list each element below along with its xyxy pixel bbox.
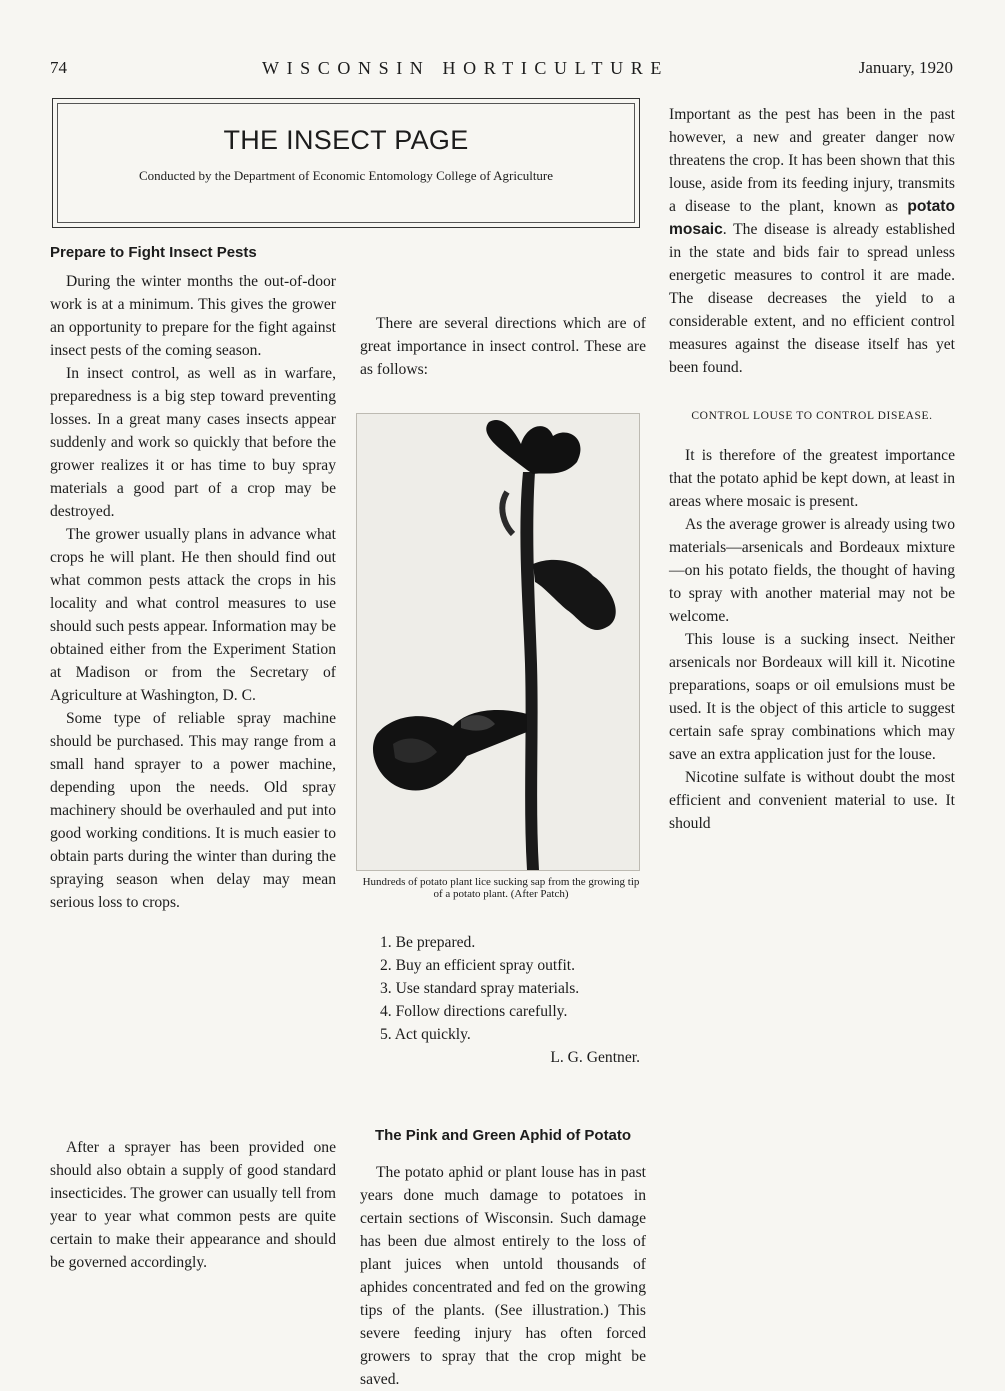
article2-paragraph: This louse is a sucking insect. Neither arsenicals nor Bordeaux will kill it. Nicotine preparations, soaps or oil emulsions must be used. It is the object of this article to suggest certain safe spray combinations which may save an extra application just for the louse. xyxy=(669,631,955,763)
article2-paragraph: As the average grower is already using two materials—arsenicals and Bordeaux mixture—on his potato fields, the thought of having to spray with another material may not be welcome. xyxy=(669,516,955,625)
figure-caption: Hundreds of potato plant lice sucking sap from the growing tip of a potato plant. (After Patch) xyxy=(362,876,640,900)
article1-paragraph: In insect control, as well as in warfare, preparedness is a big step toward preventing losses. In a great many cases insects appear suddenly and work so quickly that before the grower realizes it or has time to buy spray materials a good part of a crop may be destroyed. xyxy=(50,365,336,520)
article2-start xyxy=(360,1124,646,1391)
insect-page-banner xyxy=(52,98,640,228)
directions-list xyxy=(360,931,646,1069)
article2-paragraph xyxy=(669,103,955,379)
article1-paragraph: The grower usually plans in advance what crops he will plant. He then should find out what common pests attack the crops in his locality and what control measures to use should such pests appear. Information may be obtained either from the Experiment Station at Madison or from the Secretary of Agriculture at Washington, D. C. xyxy=(50,526,336,704)
article1-heading: Prepare to Fight Insect Pests xyxy=(50,244,257,261)
direction-step: 2. Buy an efficient spray outfit. xyxy=(380,957,576,974)
page-header xyxy=(0,58,1005,84)
publication-title: WISCONSIN HORTICULTURE xyxy=(262,58,669,78)
page-number: 74 xyxy=(50,58,67,77)
article1-directions xyxy=(360,312,646,381)
article2-p2-before: Important as the pest has been in the past however, a new and greater danger now threatens the crop. It has been shown that this louse, aside from its feeding injury, transmits a disease to the plant, known as xyxy=(669,106,955,215)
article2-heading: The Pink and Green Aphid of Potato xyxy=(374,1127,632,1144)
article1-paragraph: There are several directions which are of great importance in insect control. These are as follows: xyxy=(360,315,646,378)
author-signature: L. G. Gentner. xyxy=(550,1049,640,1066)
issue-date: January, 1920 xyxy=(858,58,953,77)
potato-mosaic-term: potato mosaic xyxy=(669,198,955,238)
potato-plant-illustration xyxy=(357,414,639,870)
article1-paragraph: Some type of reliable spray machine should be purchased. This may range from a small hand sprayer to a power machine, depending upon the needs. Old spray machinery should be overhauled and put into good working conditions. It is much easier to obtain parts during the winter than during the spraying season when delay may mean serious loss to crops. xyxy=(50,710,336,911)
article2-p2-after: . The disease is already established in the state and bids fair to spread unless energetic measures to control it are made. The disease decreases the yield to a considerable extent, and no efficient control measures against the disease itself has yet been found. xyxy=(669,221,955,376)
left-column xyxy=(50,241,336,914)
article1-paragraph: After a sprayer has been provided one should also obtain a supply of good standard insecticides. The grower can usually tell from year to year what common pests are quite certain to make their appearance and should be governed accordingly. xyxy=(50,1139,336,1271)
insect-page-subtitle: Conducted by the Department of Economic Entomology College of Agriculture xyxy=(138,168,554,183)
article1-paragraph-continued xyxy=(50,1136,336,1274)
article1-paragraph: During the winter months the out-of-door work is at a minimum. This gives the grower an opportunity to prepare for the fight against insect pests of the coming season. xyxy=(50,273,336,359)
right-column xyxy=(669,103,955,835)
direction-step: 4. Follow directions carefully. xyxy=(380,1003,568,1020)
direction-step: 1. Be prepared. xyxy=(380,934,476,951)
direction-step: 3. Use standard spray materials. xyxy=(380,980,580,997)
article2-paragraph: Nicotine sulfate is without doubt the most efficient and convenient material to use. It should xyxy=(669,769,955,832)
article2-paragraph: It is therefore of the greatest importance that the potato aphid be kept down, at least in areas where mosaic is present. xyxy=(669,447,955,510)
insect-page-title: THE INSECT PAGE xyxy=(223,125,469,155)
article2-paragraph: The potato aphid or plant louse has in past years done much damage to potatoes in certain sections of Wisconsin. Such damage has been due almost entirely to the loss of plant juices when untold thousands of aphides concentrated and fed on the growing tips of the plants. (See illustration.) This severe feeding injury has often forced growers to spray that the crop might be saved. xyxy=(360,1164,646,1388)
article2-subheading: CONTROL LOUSE TO CONTROL DISEASE. xyxy=(691,410,933,422)
direction-step: 5. Act quickly. xyxy=(380,1026,471,1043)
potato-plant-photo xyxy=(356,413,640,871)
